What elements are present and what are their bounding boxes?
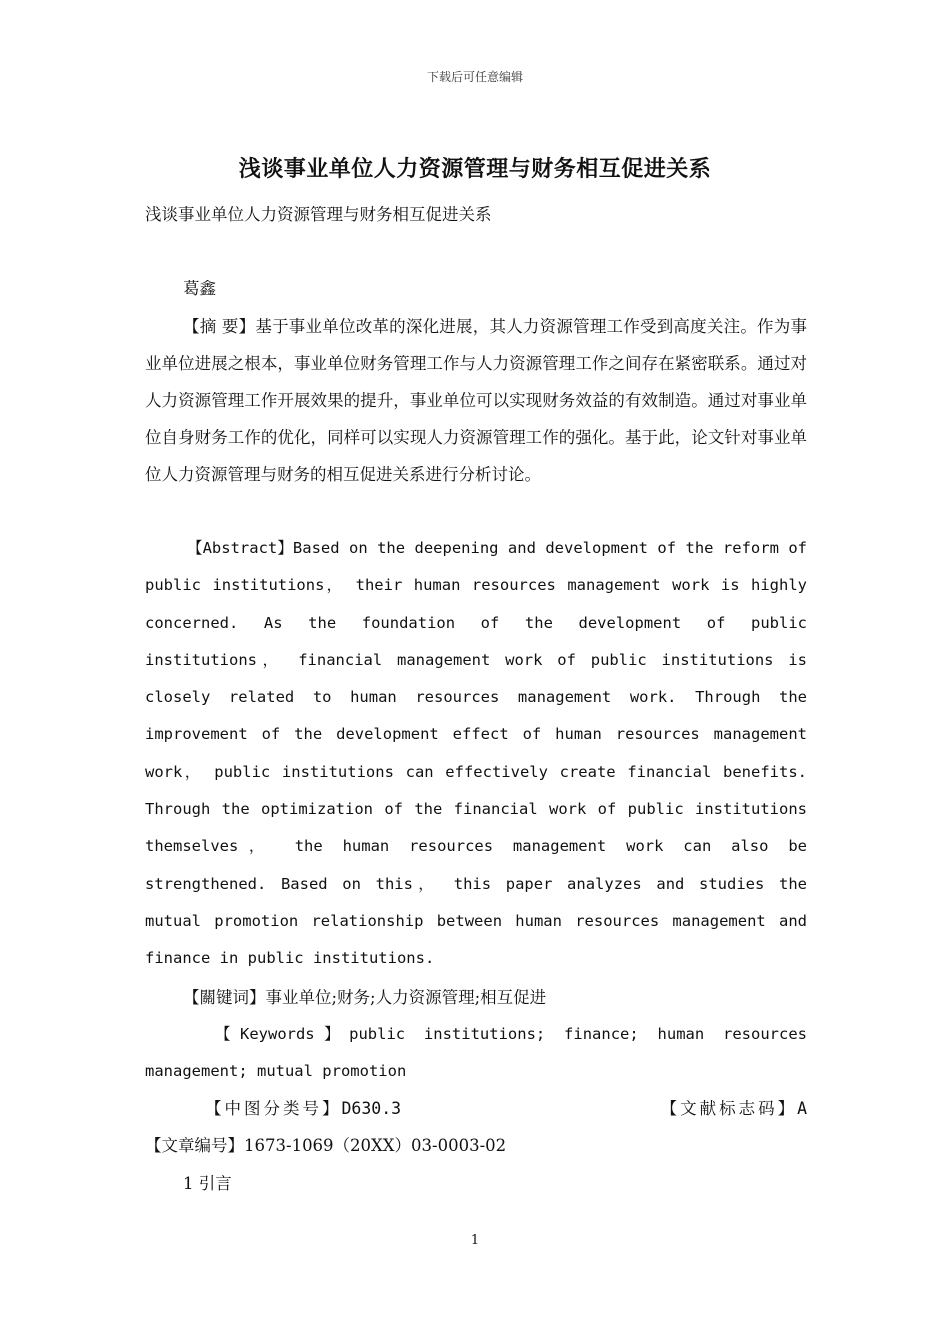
classification-number (145, 1090, 401, 1127)
classification-row (145, 1090, 807, 1127)
page-number: 1 (470, 1233, 480, 1248)
document-title: 浅谈事业单位人力资源管理与财务相互促进关系 (238, 156, 712, 182)
document-code (661, 1090, 807, 1127)
abstract-english: 【Abstract】Based on the deepening and development of the reform of public institutions， their human resources management work is highly concerned. As the foundation of the development of public institutions， financial management work of public institutions is closely related to human resources management work. Through the improvement of the development effect of human resources management work， public institutions can effectively create financial benefits. Through the optimization of the financial work of public institutions themselves， the human resources management work can also be strengthened. Based on this， this paper analyzes and studies the mutual promotion relationship between human resources management and finance in public institutions. (145, 539, 807, 968)
document-code-value: A (797, 1099, 807, 1118)
document-code-label: 【文献标志码】 (660, 1099, 798, 1118)
author-name: 葛鑫 (183, 279, 216, 298)
classification-value: D630.3 (341, 1099, 402, 1118)
document-subtitle: 浅谈事业单位人力资源管理与财务相互促进关系 (145, 205, 492, 224)
keywords-chinese: 【關键词】事业单位;财务;人力资源管理;相互促进 (183, 988, 547, 1007)
article-number: 【文章编号】1673-1069（20XX）03-0003-02 (145, 1136, 507, 1155)
abstract-chinese: 【摘 要】基于事业单位改革的深化进展，其人力资源管理工作受到高度关注。作为事业单位进展之根本，事业单位财务管理工作与人力资源管理工作之间存在紧密联系。通过对人力资源管理工作开展效果的提升，事业单位可以实现财务效益的有效制造。通过对事业单位自身财务工作的优化，同样可以实现人力资源管理工作的强化。基于此，论文针对事业单位人力资源管理与财务的相互促进关系进行分析讨论。 (145, 317, 807, 484)
classification-label: 【中图分类号】 (205, 1099, 342, 1118)
header-note: 下载后可任意编辑 (426, 70, 523, 84)
keywords-english: 【Keywords】public institutions; finance; human resources management; mutual promotion (145, 1025, 807, 1081)
section-heading: 1 引言 (183, 1174, 232, 1193)
